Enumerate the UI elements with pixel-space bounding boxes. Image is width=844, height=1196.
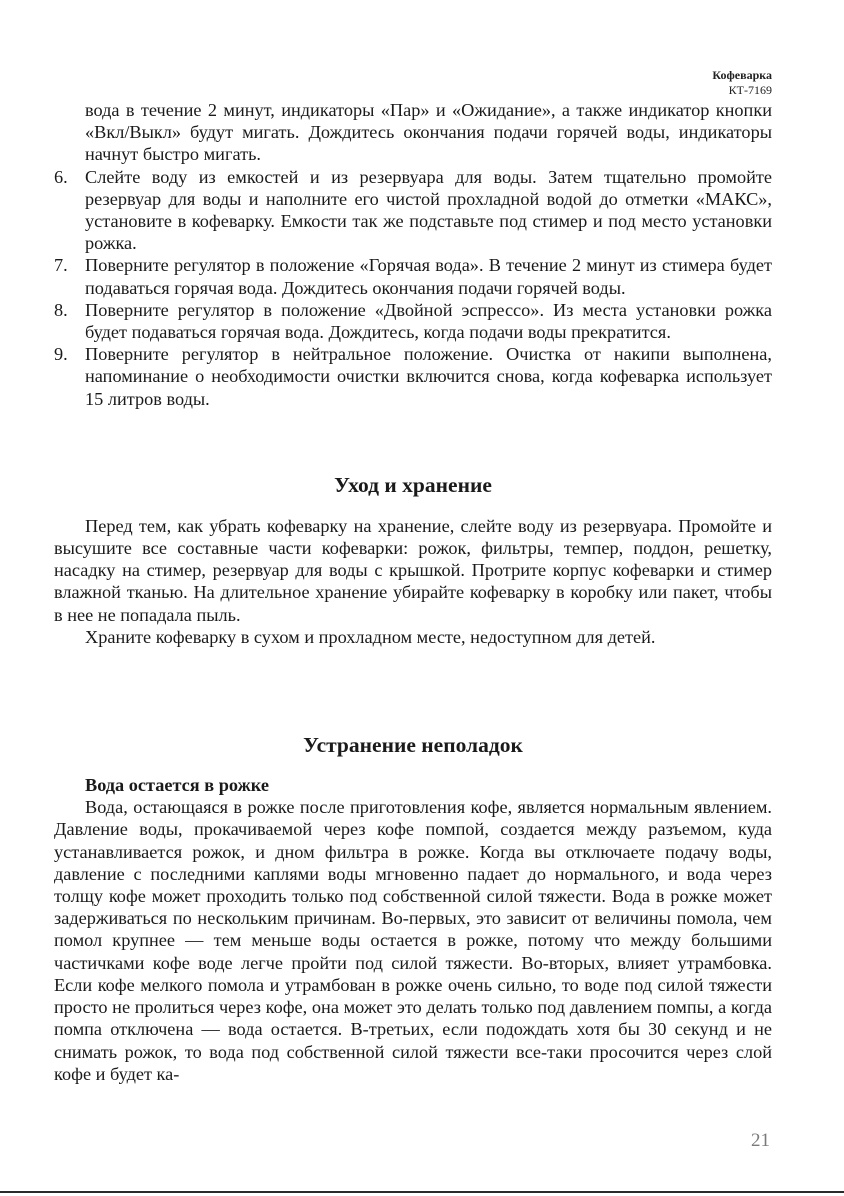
header-model-number: КТ-7169 <box>728 83 772 97</box>
list-item-text: Поверните регулятор в нейтральное положение. Очистка от накипи выполнена, напоминание о необходимости очистки включится снова, когда кофеварка использует 15 литров воды. <box>85 344 772 409</box>
list-item <box>54 343 772 410</box>
care-paragraph: Перед тем, как убрать кофеварку на хранение, слейте воду из резервуара. Промойте и высушите все составные части кофеварки: рожок, фильтры, темпер, поддон, решетку, насадку на стимер, резервуар для воды с крышкой. Протрите корпус кофеварки и стимер влажной тканью. На длительное хранение убирайте кофеварку в коробку или пакет, чтобы в нее не попадала пыль. <box>54 515 772 625</box>
page-header <box>712 68 772 98</box>
step-5-continuation: вода в течение 2 минут, индикаторы «Пар» и «Ожидание», а также индикатор кнопки «Вкл/Выкл» будут мигать. Дождитесь окончания подачи горячей воды, индикаторы начнут быстро мигать. <box>85 100 772 165</box>
list-item <box>54 166 772 255</box>
care-paragraph: Храните кофеварку в сухом и прохладном месте, недоступном для детей. <box>85 626 656 647</box>
list-item-number: 6. <box>54 166 68 187</box>
care-section-title: Уход и хранение <box>334 472 492 497</box>
list-item-text: Слейте воду из емкостей и из резервуара для воды. Затем тщательно промойте резервуар для воды и наполните его чистой прохладной водой до отметки «МАКС», установите в кофеварку. Емкости так же подставьте под стимер и под место установки рожка. <box>85 166 772 254</box>
list-item-number: 7. <box>54 255 68 276</box>
page-number: 21 <box>751 1130 770 1151</box>
troubleshooting-subtitle: Вода остается в рожке <box>85 775 269 796</box>
page-content <box>54 99 772 1085</box>
troubleshooting-section-title: Устранение неполадок <box>303 733 523 758</box>
list-item-text: Поверните регулятор в положение «Горячая вода». В течение 2 минут из стимера будет подаваться горячая вода. Дождитесь окончания подачи горячей воды. <box>85 255 772 298</box>
list-item <box>54 299 772 343</box>
list-item-number: 9. <box>54 344 68 365</box>
header-product-name: Кофеварка <box>712 68 772 82</box>
list-item-text: Поверните регулятор в положение «Двойной эспрессо». Из места установки рожка будет подаваться горячая вода. Дождитесь, когда подачи воды прекратится. <box>85 299 772 343</box>
list-item <box>54 254 772 298</box>
troubleshooting-paragraph: Вода, остающаяся в рожке после приготовления кофе, является нормальным явлением. Давление воды, прокачиваемой через кофе помпой, создается между разъемом, куда устанавливается рожок, и дном фильтра в рожке. Когда вы отключаете подачу воды, давление с последними каплями воды мгновенно падает до нормального, и вода через толщу кофе может проходить только под собственной силой тяжести. Вода в рожке может задерживаться по нескольким причинам. Во-первых, это зависит от величины помола, чем помол крупнее — тем меньше воды остается в рожке, потому что между большими частичками кофе воде легче пройти под силой тяжести. Во-вторых, влияет утрамбовка. Если кофе мелкого помола и утрамбован в рожке очень сильно, то воде под силой тяжести просто не пролиться через кофе, она может это делать только под давлением помпы, а когда помпа отключена — вода остается. В-третьих, если подождать хотя бы 30 секунд и не снимать рожок, то вода под собственной силой тяжести все-таки просочится через слой кофе и будет ка- <box>54 797 772 1084</box>
bottom-divider <box>0 1191 844 1193</box>
list-item-number: 8. <box>54 299 68 320</box>
